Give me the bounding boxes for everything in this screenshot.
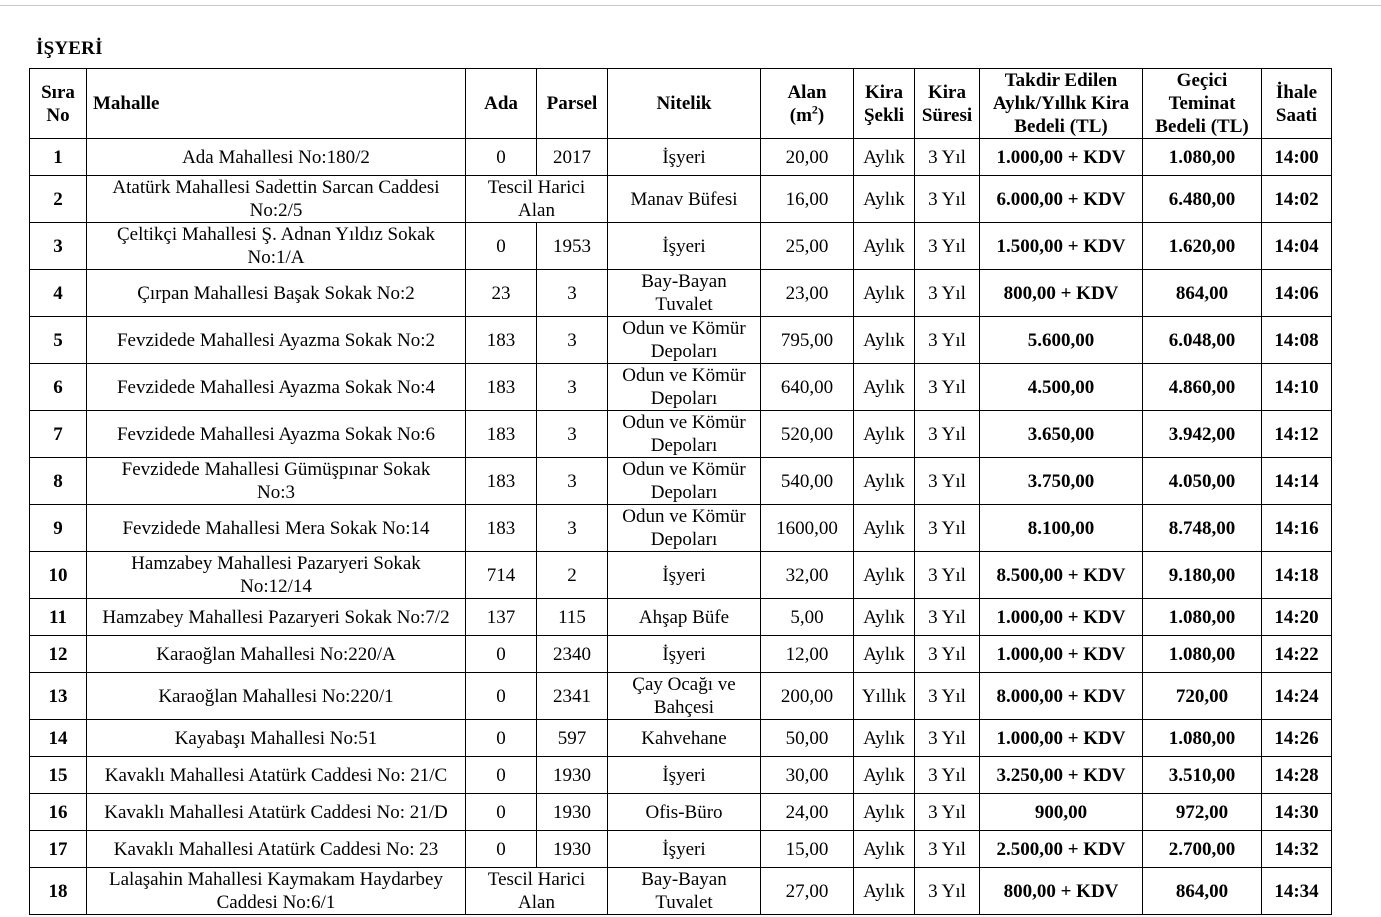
cell-kira-sekli: Aylık: [854, 831, 915, 868]
cell-kira-suresi: 3 Yıl: [915, 270, 980, 317]
cell-line: Hamzabey Mahallesi Pazaryeri Sokak No:7/2: [102, 606, 450, 628]
cell-line: İşyeri: [662, 564, 706, 586]
cell-takdir-bedeli: 3.650,00: [980, 411, 1143, 458]
cell-gecici-teminat: 864,00: [1143, 868, 1262, 915]
cell-alan: 50,00: [761, 720, 854, 757]
cell-mahalle: [87, 139, 466, 176]
cell-mahalle: [87, 176, 466, 223]
cell-ihale-saati: 14:30: [1262, 794, 1332, 831]
cell-gecici-teminat: 6.048,00: [1143, 317, 1262, 364]
cell-mahalle: [87, 223, 466, 270]
cell-line: Odun ve Kömür: [622, 412, 746, 433]
cell-line: Depoları: [650, 529, 718, 550]
table-row: [30, 270, 1332, 317]
cell-parsel: 2341: [537, 673, 608, 720]
cell-kira-suresi: 3 Yıl: [915, 552, 980, 599]
cell-gecici-teminat: 1.080,00: [1143, 139, 1262, 176]
cell-kira-suresi: 3 Yıl: [915, 505, 980, 552]
cell-mahalle: [87, 868, 466, 915]
cell-nitelik: [608, 757, 761, 794]
cell-line: Depoları: [650, 388, 718, 409]
cell-line: İşyeri: [662, 838, 706, 860]
cell-kira-suresi: 3 Yıl: [915, 139, 980, 176]
cell-ihale-saati: 14:28: [1262, 757, 1332, 794]
cell-alan: 25,00: [761, 223, 854, 270]
table-row: [30, 831, 1332, 868]
cell-ada: 0: [466, 673, 537, 720]
cell-mahalle: [87, 317, 466, 364]
cell-line: No:1/A: [247, 247, 305, 268]
cell-line: Odun ve Kömür: [622, 459, 746, 480]
cell-ada: 0: [466, 831, 537, 868]
cell-line: Çırpan Mahallesi Başak Sokak No:2: [137, 282, 415, 304]
cell-alan: 12,00: [761, 636, 854, 673]
cell-nitelik: [608, 139, 761, 176]
cell-gecici-teminat: 1.080,00: [1143, 599, 1262, 636]
cell-takdir-bedeli: 8.000,00 + KDV: [980, 673, 1143, 720]
cell-gecici-teminat: 8.748,00: [1143, 505, 1262, 552]
cell-alan: 200,00: [761, 673, 854, 720]
cell-line: Odun ve Kömür: [622, 365, 746, 386]
cell-nitelik: [608, 505, 761, 552]
cell-nitelik: [608, 223, 761, 270]
cell-line: Alan: [518, 200, 555, 221]
cell-sira-no: 7: [30, 411, 87, 458]
cell-parsel: 2340: [537, 636, 608, 673]
cell-ihale-saati: 14:06: [1262, 270, 1332, 317]
cell-gecici-teminat: 1.620,00: [1143, 223, 1262, 270]
cell-ihale-saati: 14:34: [1262, 868, 1332, 915]
table-row: [30, 794, 1332, 831]
cell-kira-sekli: Aylık: [854, 757, 915, 794]
cell-parsel: 3: [537, 505, 608, 552]
cell-nitelik: [608, 458, 761, 505]
cell-kira-suresi: 3 Yıl: [915, 673, 980, 720]
cell-ihale-saati: 14:24: [1262, 673, 1332, 720]
table-row: [30, 317, 1332, 364]
cell-sira-no: 6: [30, 364, 87, 411]
cell-line: Çay Ocağı ve: [632, 674, 736, 695]
cell-gecici-teminat: 4.050,00: [1143, 458, 1262, 505]
cell-nitelik: [608, 364, 761, 411]
section-title: İŞYERİ: [36, 38, 103, 59]
cell-ada: 137: [466, 599, 537, 636]
table-row: [30, 411, 1332, 458]
cell-sira-no: 13: [30, 673, 87, 720]
cell-nitelik: [608, 270, 761, 317]
cell-mahalle: [87, 831, 466, 868]
cell-ada: 0: [466, 720, 537, 757]
table-row: [30, 673, 1332, 720]
cell-parsel: 1930: [537, 831, 608, 868]
cell-kira-sekli: Aylık: [854, 794, 915, 831]
cell-ada: 0: [466, 757, 537, 794]
cell-line: Bay-Bayan: [641, 869, 727, 890]
cell-takdir-bedeli: 1.500,00 + KDV: [980, 223, 1143, 270]
cell-line: Tuvalet: [655, 294, 713, 315]
cell-kira-sekli: Aylık: [854, 552, 915, 599]
cell-gecici-teminat: 3.510,00: [1143, 757, 1262, 794]
cell-line: Odun ve Kömür: [622, 318, 746, 339]
cell-parsel: 1930: [537, 757, 608, 794]
cell-ada: 183: [466, 364, 537, 411]
header-nitelik: Nitelik: [608, 69, 761, 139]
cell-ada: 183: [466, 505, 537, 552]
cell-ihale-saati: 14:02: [1262, 176, 1332, 223]
cell-line: Fevzidede Mahallesi Ayazma Sokak No:6: [116, 423, 435, 445]
cell-gecici-teminat: 2.700,00: [1143, 831, 1262, 868]
cell-nitelik: [608, 868, 761, 915]
cell-kira-suresi: 3 Yıl: [915, 599, 980, 636]
cell-sira-no: 8: [30, 458, 87, 505]
cell-line: Karaoğlan Mahallesi No:220/A: [156, 643, 396, 665]
cell-takdir-bedeli: 3.250,00 + KDV: [980, 757, 1143, 794]
cell-line: Manav Büfesi: [630, 188, 738, 210]
cell-kira-sekli: Aylık: [854, 505, 915, 552]
cell-mahalle: [87, 458, 466, 505]
cell-takdir-bedeli: 1.000,00 + KDV: [980, 139, 1143, 176]
cell-sira-no: 15: [30, 757, 87, 794]
cell-mahalle: [87, 364, 466, 411]
cell-takdir-bedeli: 5.600,00: [980, 317, 1143, 364]
cell-line: Karaoğlan Mahallesi No:220/1: [158, 685, 394, 707]
cell-line: Tescil Harici: [487, 869, 586, 890]
cell-takdir-bedeli: 800,00 + KDV: [980, 270, 1143, 317]
cell-sira-no: 11: [30, 599, 87, 636]
cell-ada: 0: [466, 223, 537, 270]
cell-ihale-saati: 14:16: [1262, 505, 1332, 552]
cell-kira-sekli: Aylık: [854, 868, 915, 915]
cell-takdir-bedeli: 1.000,00 + KDV: [980, 599, 1143, 636]
cell-parsel: 597: [537, 720, 608, 757]
cell-line: Kayabaşı Mahallesi No:51: [174, 727, 378, 749]
table-row: [30, 636, 1332, 673]
cell-kira-suresi: 3 Yıl: [915, 223, 980, 270]
cell-mahalle: [87, 599, 466, 636]
cell-line: Kahvehane: [641, 727, 727, 749]
cell-alan: 23,00: [761, 270, 854, 317]
cell-line: Odun ve Kömür: [622, 506, 746, 527]
cell-line: Çeltikçi Mahallesi Ş. Adnan Yıldız Sokak: [116, 224, 436, 245]
cell-sira-no: 3: [30, 223, 87, 270]
cell-kira-sekli: Aylık: [854, 636, 915, 673]
cell-ada: 0: [466, 636, 537, 673]
cell-gecici-teminat: 3.942,00: [1143, 411, 1262, 458]
cell-kira-suresi: 3 Yıl: [915, 868, 980, 915]
cell-gecici-teminat: 9.180,00: [1143, 552, 1262, 599]
cell-ihale-saati: 14:08: [1262, 317, 1332, 364]
cell-nitelik: [608, 411, 761, 458]
cell-line: Kavaklı Mahallesi Atatürk Caddesi No: 21/C: [104, 764, 448, 786]
cell-kira-suresi: 3 Yıl: [915, 757, 980, 794]
cell-line: Lalaşahin Mahallesi Kaymakam Haydarbey: [109, 869, 443, 890]
cell-alan: 15,00: [761, 831, 854, 868]
cell-alan: 20,00: [761, 139, 854, 176]
cell-nitelik: [608, 599, 761, 636]
cell-takdir-bedeli: 6.000,00 + KDV: [980, 176, 1143, 223]
cell-takdir-bedeli: 1.000,00 + KDV: [980, 636, 1143, 673]
cell-line: Depoları: [650, 341, 718, 362]
cell-takdir-bedeli: 3.750,00: [980, 458, 1143, 505]
cell-takdir-bedeli: 2.500,00 + KDV: [980, 831, 1143, 868]
cell-ihale-saati: 14:10: [1262, 364, 1332, 411]
cell-sira-no: 10: [30, 552, 87, 599]
cell-mahalle: [87, 636, 466, 673]
cell-sira-no: 4: [30, 270, 87, 317]
cell-line: Ada Mahallesi No:180/2: [182, 146, 370, 168]
cell-gecici-teminat: 720,00: [1143, 673, 1262, 720]
cell-ada: 0: [466, 139, 537, 176]
cell-parsel: 3: [537, 364, 608, 411]
cell-line: İşyeri: [662, 643, 706, 665]
cell-alan: 16,00: [761, 176, 854, 223]
cell-line: İşyeri: [662, 146, 706, 168]
cell-mahalle: [87, 720, 466, 757]
cell-ihale-saati: 14:32: [1262, 831, 1332, 868]
header-parsel: Parsel: [537, 69, 608, 139]
cell-parsel: 115: [537, 599, 608, 636]
table-row: [30, 176, 1332, 223]
cell-gecici-teminat: 4.860,00: [1143, 364, 1262, 411]
cell-line: Fevzidede Mahallesi Ayazma Sokak No:2: [116, 329, 435, 351]
cell-mahalle: [87, 673, 466, 720]
cell-line: Tescil Harici: [487, 177, 586, 198]
cell-kira-sekli: Aylık: [854, 139, 915, 176]
cell-ihale-saati: 14:20: [1262, 599, 1332, 636]
table-row: [30, 364, 1332, 411]
cell-kira-suresi: 3 Yıl: [915, 364, 980, 411]
header-ada: Ada: [466, 69, 537, 139]
table-row: [30, 223, 1332, 270]
cell-alan: 640,00: [761, 364, 854, 411]
cell-sira-no: 16: [30, 794, 87, 831]
header-sira-no: Sıra No: [30, 69, 87, 139]
cell-line: No:3: [257, 482, 295, 503]
cell-parsel: 2017: [537, 139, 608, 176]
header-ihale-saati: İhale Saati: [1262, 69, 1332, 139]
cell-takdir-bedeli: 4.500,00: [980, 364, 1143, 411]
header-row: [30, 69, 1332, 139]
cell-mahalle: [87, 411, 466, 458]
cell-mahalle: [87, 505, 466, 552]
cell-kira-sekli: Aylık: [854, 599, 915, 636]
cell-kira-sekli: Aylık: [854, 223, 915, 270]
cell-kira-sekli: Aylık: [854, 317, 915, 364]
cell-ada-parsel: [466, 868, 608, 915]
cell-kira-suresi: 3 Yıl: [915, 411, 980, 458]
cell-ihale-saati: 14:18: [1262, 552, 1332, 599]
cell-kira-sekli: Aylık: [854, 270, 915, 317]
cell-ada: 23: [466, 270, 537, 317]
cell-alan: 540,00: [761, 458, 854, 505]
cell-parsel: 2: [537, 552, 608, 599]
cell-line: No:12/14: [240, 576, 312, 597]
table-row: [30, 458, 1332, 505]
cell-sira-no: 14: [30, 720, 87, 757]
cell-line: Kavaklı Mahallesi Atatürk Caddesi No: 21/D: [104, 801, 448, 823]
tender-table: [29, 68, 1332, 915]
cell-takdir-bedeli: 8.500,00 + KDV: [980, 552, 1143, 599]
cell-line: Caddesi No:6/1: [216, 892, 336, 913]
cell-sira-no: 1: [30, 139, 87, 176]
header-kira-suresi: Kira Süresi: [915, 69, 980, 139]
cell-ihale-saati: 14:00: [1262, 139, 1332, 176]
cell-line: İşyeri: [662, 764, 706, 786]
cell-line: İşyeri: [662, 235, 706, 257]
cell-parsel: 1953: [537, 223, 608, 270]
cell-nitelik: [608, 176, 761, 223]
cell-kira-suresi: 3 Yıl: [915, 794, 980, 831]
cell-kira-sekli: Aylık: [854, 458, 915, 505]
cell-line: Fevzidede Mahallesi Mera Sokak No:14: [122, 517, 430, 539]
cell-gecici-teminat: 864,00: [1143, 270, 1262, 317]
table-row: [30, 599, 1332, 636]
cell-takdir-bedeli: 800,00 + KDV: [980, 868, 1143, 915]
cell-nitelik: [608, 720, 761, 757]
cell-line: Tuvalet: [655, 892, 713, 913]
cell-parsel: 3: [537, 458, 608, 505]
cell-mahalle: [87, 270, 466, 317]
cell-sira-no: 12: [30, 636, 87, 673]
cell-sira-no: 5: [30, 317, 87, 364]
cell-line: Ofis-Büro: [645, 801, 723, 823]
cell-sira-no: 17: [30, 831, 87, 868]
table-row: [30, 757, 1332, 794]
cell-line: Depoları: [650, 435, 718, 456]
cell-kira-sekli: Aylık: [854, 411, 915, 458]
cell-sira-no: 2: [30, 176, 87, 223]
header-takdir-bedeli: Takdir Edilen Aylık/Yıllık Kira Bedeli (TL): [980, 69, 1143, 139]
cell-kira-suresi: 3 Yıl: [915, 176, 980, 223]
cell-alan: 32,00: [761, 552, 854, 599]
cell-sira-no: 9: [30, 505, 87, 552]
table-row: [30, 505, 1332, 552]
cell-ihale-saati: 14:12: [1262, 411, 1332, 458]
header-mahalle: Mahalle: [87, 69, 466, 139]
cell-line: Atatürk Mahallesi Sadettin Sarcan Caddesi: [112, 177, 440, 198]
cell-parsel: 3: [537, 270, 608, 317]
cell-takdir-bedeli: 900,00: [980, 794, 1143, 831]
cell-alan: 1600,00: [761, 505, 854, 552]
header-gecici-teminat: Geçici Teminat Bedeli (TL): [1143, 69, 1262, 139]
cell-nitelik: [608, 317, 761, 364]
cell-ihale-saati: 14:22: [1262, 636, 1332, 673]
cell-ihale-saati: 14:14: [1262, 458, 1332, 505]
cell-line: Ahşap Büfe: [638, 606, 730, 628]
cell-kira-sekli: Aylık: [854, 176, 915, 223]
cell-ihale-saati: 14:04: [1262, 223, 1332, 270]
cell-kira-suresi: 3 Yıl: [915, 831, 980, 868]
cell-nitelik: [608, 673, 761, 720]
cell-sira-no: 18: [30, 868, 87, 915]
cell-line: Fevzidede Mahallesi Gümüşpınar Sokak: [121, 459, 431, 480]
cell-parsel: 3: [537, 411, 608, 458]
cell-kira-sekli: Aylık: [854, 720, 915, 757]
cell-alan: 5,00: [761, 599, 854, 636]
cell-gecici-teminat: 6.480,00: [1143, 176, 1262, 223]
cell-kira-sekli: Yıllık: [854, 673, 915, 720]
cell-mahalle: [87, 552, 466, 599]
cell-ada: 714: [466, 552, 537, 599]
cell-parsel: 3: [537, 317, 608, 364]
cell-nitelik: [608, 831, 761, 868]
top-divider: [0, 5, 1381, 6]
cell-kira-suresi: 3 Yıl: [915, 636, 980, 673]
cell-nitelik: [608, 794, 761, 831]
cell-line: Kavaklı Mahallesi Atatürk Caddesi No: 23: [113, 838, 439, 860]
cell-ada: 183: [466, 458, 537, 505]
cell-alan: 27,00: [761, 868, 854, 915]
cell-nitelik: [608, 636, 761, 673]
cell-gecici-teminat: 1.080,00: [1143, 636, 1262, 673]
cell-nitelik: [608, 552, 761, 599]
cell-line: Fevzidede Mahallesi Ayazma Sokak No:4: [116, 376, 435, 398]
cell-kira-sekli: Aylık: [854, 364, 915, 411]
cell-takdir-bedeli: 1.000,00 + KDV: [980, 720, 1143, 757]
cell-ada: 183: [466, 411, 537, 458]
cell-ada: 0: [466, 794, 537, 831]
cell-line: No:2/5: [249, 200, 303, 221]
table-row: [30, 552, 1332, 599]
table-row: [30, 720, 1332, 757]
cell-mahalle: [87, 757, 466, 794]
cell-alan: 30,00: [761, 757, 854, 794]
cell-line: Depoları: [650, 482, 718, 503]
table-row: [30, 868, 1332, 915]
cell-mahalle: [87, 794, 466, 831]
cell-gecici-teminat: 972,00: [1143, 794, 1262, 831]
cell-line: Bahçesi: [653, 697, 715, 718]
cell-alan: 24,00: [761, 794, 854, 831]
cell-line: Bay-Bayan: [641, 271, 727, 292]
cell-ihale-saati: 14:26: [1262, 720, 1332, 757]
cell-takdir-bedeli: 8.100,00: [980, 505, 1143, 552]
cell-kira-suresi: 3 Yıl: [915, 458, 980, 505]
cell-alan: 520,00: [761, 411, 854, 458]
cell-line: Hamzabey Mahallesi Pazaryeri Sokak: [131, 553, 421, 574]
cell-alan: 795,00: [761, 317, 854, 364]
cell-ada-parsel: [466, 176, 608, 223]
cell-kira-suresi: 3 Yıl: [915, 720, 980, 757]
cell-gecici-teminat: 1.080,00: [1143, 720, 1262, 757]
cell-ada: 183: [466, 317, 537, 364]
cell-kira-suresi: 3 Yıl: [915, 317, 980, 364]
header-kira-sekli: Kira Şekli: [854, 69, 915, 139]
cell-parsel: 1930: [537, 794, 608, 831]
table-row: [30, 139, 1332, 176]
cell-line: Alan: [518, 892, 555, 913]
header-alan: Alan $(m^2)$: [761, 69, 854, 139]
